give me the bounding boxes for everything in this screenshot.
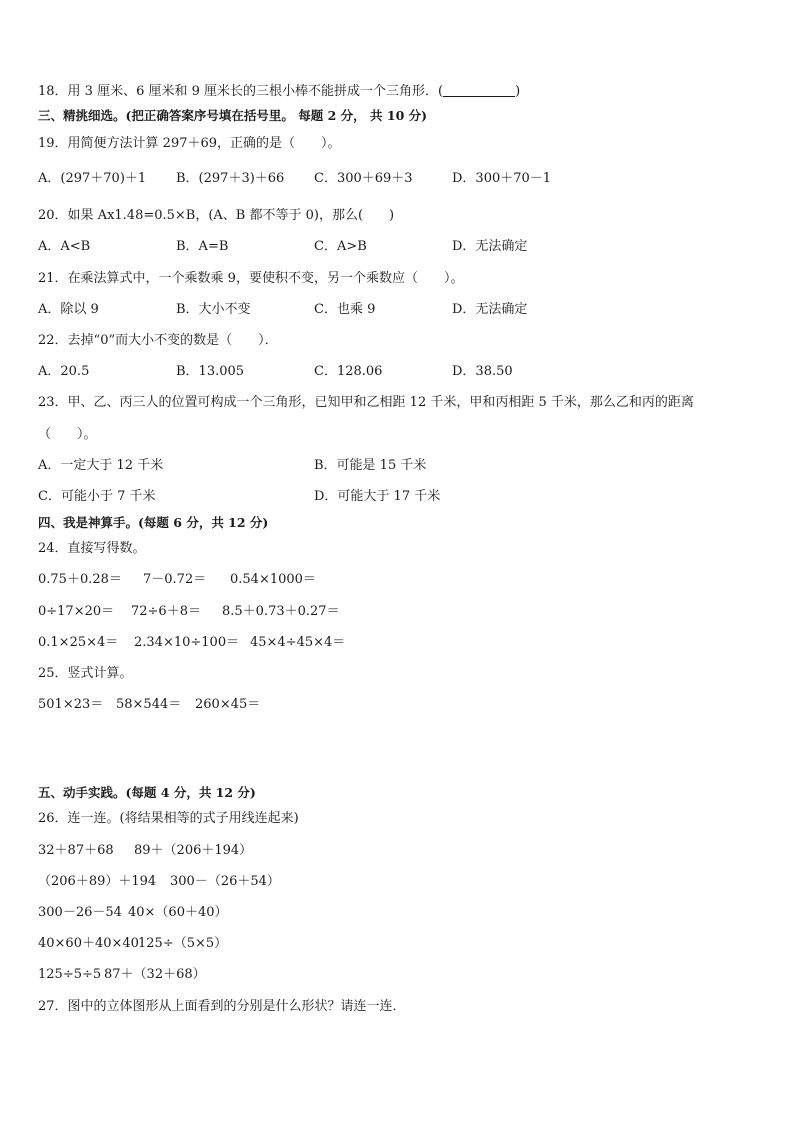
question-19-option-c[interactable]: C．300＋69＋3	[314, 171, 413, 186]
question-26-left-item[interactable]: 32＋87＋68	[38, 843, 114, 858]
question-22-option-d[interactable]: D．38.50	[452, 364, 513, 379]
question-19-option-b[interactable]: B．(297＋3)＋66	[176, 171, 285, 186]
section-4-heading: 四、我是神算手。(每题 6 分，共 12 分)	[38, 515, 269, 530]
question-19-stem: 19．用简便方法计算 297＋69，正确的是（ ）。	[38, 136, 341, 151]
question-24-item: 0÷17×20＝	[38, 604, 115, 619]
question-25-item: 260×45＝	[195, 697, 261, 712]
question-27-stem: 27．图中的立体图形从上面看到的分别是什么形状？请连一连．	[38, 999, 406, 1014]
question-26-left-item[interactable]: 300－26－54	[38, 905, 122, 920]
question-19-option-a[interactable]: A．(297＋70)＋1	[38, 171, 147, 186]
section-5-heading: 五、动手实践。(每题 4 分，共 12 分)	[38, 785, 256, 800]
question-20-option-a[interactable]: A．A<B	[38, 239, 91, 254]
question-20-option-c[interactable]: C．A>B	[314, 239, 367, 254]
question-24-item: 8.5＋0.73＋0.27＝	[222, 604, 340, 619]
question-26-right-item[interactable]: 300－（26＋54）	[170, 874, 280, 889]
question-25-item: 501×23＝	[38, 697, 104, 712]
question-26-right-item[interactable]: 87＋（32＋68）	[104, 967, 206, 982]
section-3-heading: 三、精挑细选。(把正确答案序号填在括号里。 每题 2 分， 共 10 分)	[38, 108, 428, 123]
question-24-item: 2.34×10÷100＝	[134, 635, 240, 650]
question-24-item: 0.54×1000＝	[230, 572, 316, 587]
question-24-item: 0.75＋0.28＝	[38, 572, 122, 587]
question-22-option-c[interactable]: C．128.06	[314, 364, 383, 379]
answer-blank[interactable]	[443, 82, 515, 97]
question-18-close: )	[515, 84, 521, 99]
question-26-stem: 26．连一连。(将结果相等的式子用线连起来)	[38, 811, 299, 826]
question-23-stem-line-1: 23．甲、乙、丙三人的位置可构成一个三角形，已知甲和乙相距 12 千米，甲和丙相距 5 千米，那么乙和丙的距离	[38, 395, 694, 410]
question-21-stem: 21．在乘法算式中，一个乘数乘 9，要使积不变，另一个乘数应（ ）。	[38, 271, 464, 286]
question-23-option-b[interactable]: B．可能是 15 千米	[314, 458, 427, 473]
question-24-item: 0.1×25×4＝	[38, 635, 119, 650]
question-23-option-c[interactable]: C．可能小于 7 千米	[38, 489, 156, 504]
question-24-item: 7－0.72＝	[143, 572, 207, 587]
question-21-option-a[interactable]: A．除以 9	[38, 302, 99, 317]
question-18	[38, 82, 520, 101]
question-20-option-b[interactable]: B．A=B	[176, 239, 229, 254]
question-20-stem: 20．如果 Ax1.48=0.5×B，(A、B 都不等于 0)，那么( )	[38, 208, 395, 223]
question-20-option-d[interactable]: D．无法确定	[452, 239, 528, 254]
question-26-right-item[interactable]: 40×（60＋40）	[128, 905, 228, 920]
question-26-left-item[interactable]: 125÷5÷5	[38, 967, 102, 982]
question-21-option-d[interactable]: D．无法确定	[452, 302, 528, 317]
question-23-option-a[interactable]: A．一定大于 12 千米	[38, 458, 164, 473]
question-21-option-c[interactable]: C．也乘 9	[314, 302, 376, 317]
question-26-right-item[interactable]: 89＋（206＋194）	[134, 843, 253, 858]
question-23-stem-line-2: （ ）。	[38, 427, 97, 442]
question-22-option-a[interactable]: A．20.5	[38, 364, 90, 379]
question-24-item: 45×4÷45×4＝	[250, 635, 346, 650]
question-19-option-d[interactable]: D．300＋70－1	[452, 171, 552, 186]
question-22-stem: 22．去掉“0”而大小不变的数是（ ）．	[38, 333, 278, 348]
question-18-text: 18．用 3 厘米、6 厘米和 9 厘米长的三根小棒不能拼成一个三角形．(	[38, 84, 444, 99]
question-26-right-item[interactable]: 125÷（5×5）	[138, 936, 228, 951]
question-22-option-b[interactable]: B．13.005	[176, 364, 245, 379]
question-25-stem: 25．竖式计算。	[38, 666, 133, 681]
question-23-option-d[interactable]: D．可能大于 17 千米	[314, 489, 441, 504]
question-21-option-b[interactable]: B．大小不变	[176, 302, 251, 317]
question-25-item: 58×544＝	[116, 697, 182, 712]
question-26-left-item[interactable]: 40×60＋40×40	[38, 936, 139, 951]
question-26-left-item[interactable]: （206＋89）＋194	[38, 874, 157, 889]
question-24-stem: 24．直接写得数。	[38, 541, 146, 556]
question-24-item: 72÷6＋8＝	[131, 604, 201, 619]
